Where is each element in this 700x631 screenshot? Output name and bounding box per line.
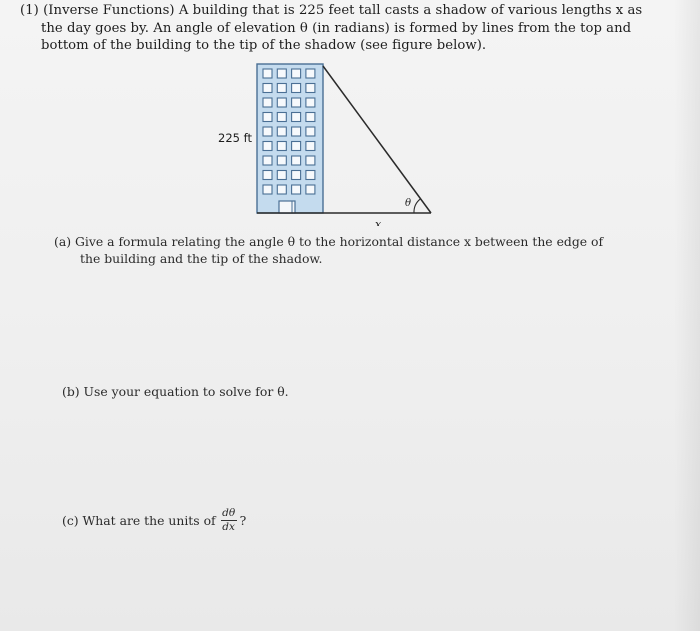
building-window xyxy=(277,171,286,180)
building-window xyxy=(292,69,301,78)
building-window xyxy=(306,84,315,93)
building-window xyxy=(292,113,301,122)
question-a-line-2: the building and the tip of the shadow. xyxy=(80,251,323,266)
question-a xyxy=(54,233,603,267)
building-window xyxy=(263,156,272,165)
building-window xyxy=(306,156,315,165)
shadow-length-x-label: x xyxy=(375,218,382,226)
building-window xyxy=(292,185,301,194)
derivative-fraction xyxy=(221,508,237,533)
building-window xyxy=(277,113,286,122)
angle-theta-label: θ xyxy=(405,198,412,209)
building-window xyxy=(306,98,315,107)
building-window xyxy=(263,98,272,107)
building-window xyxy=(277,185,286,194)
page-edge-shadow xyxy=(674,0,700,631)
building-window xyxy=(263,84,272,93)
problem-line-3: bottom of the building to the tip of the shadow (see figure below). xyxy=(41,38,487,53)
building-window xyxy=(292,127,301,136)
building-window xyxy=(263,185,272,194)
height-label: 225 ft xyxy=(218,131,252,145)
question-c-text: (c) What are the units of xyxy=(62,513,216,528)
building-window xyxy=(292,171,301,180)
fraction-numerator: dθ xyxy=(222,507,236,519)
building-window xyxy=(306,69,315,78)
building-window xyxy=(263,171,272,180)
question-a-line-1: (a) Give a formula relating the angle θ to the horizontal distance x between the edge of xyxy=(54,234,604,249)
building-window xyxy=(306,185,315,194)
building-window xyxy=(292,84,301,93)
angle-arc xyxy=(414,199,421,213)
fraction-denominator: dx xyxy=(222,521,235,533)
building-window xyxy=(277,69,286,78)
building-window xyxy=(263,69,272,78)
building-window xyxy=(306,127,315,136)
line-of-sight xyxy=(323,66,431,213)
building-window xyxy=(263,113,272,122)
problem-statement xyxy=(20,2,643,55)
question-b xyxy=(62,383,289,400)
building-shadow-figure xyxy=(200,58,450,230)
building-window xyxy=(292,156,301,165)
building-window xyxy=(277,156,286,165)
question-b-text: (b) Use your equation to solve for θ. xyxy=(62,384,289,399)
building-window xyxy=(263,127,272,136)
building-window xyxy=(277,98,286,107)
building-window xyxy=(277,84,286,93)
question-c xyxy=(62,508,246,533)
building-diagram xyxy=(200,58,450,226)
building-window xyxy=(277,142,286,151)
building-window xyxy=(306,171,315,180)
building-window xyxy=(277,127,286,136)
building-window xyxy=(306,142,315,151)
problem-line-1: (1) (Inverse Functions) A building that is 225 feet tall casts a shadow of various lengths x as xyxy=(20,3,643,18)
building-window xyxy=(306,113,315,122)
problem-line-2: the day goes by. An angle of elevation θ (in radians) is formed by lines from the top and xyxy=(41,20,632,36)
building-window xyxy=(292,98,301,107)
building-window xyxy=(292,142,301,151)
building-window xyxy=(263,142,272,151)
question-c-suffix: ? xyxy=(239,513,247,528)
building-door xyxy=(279,201,295,213)
